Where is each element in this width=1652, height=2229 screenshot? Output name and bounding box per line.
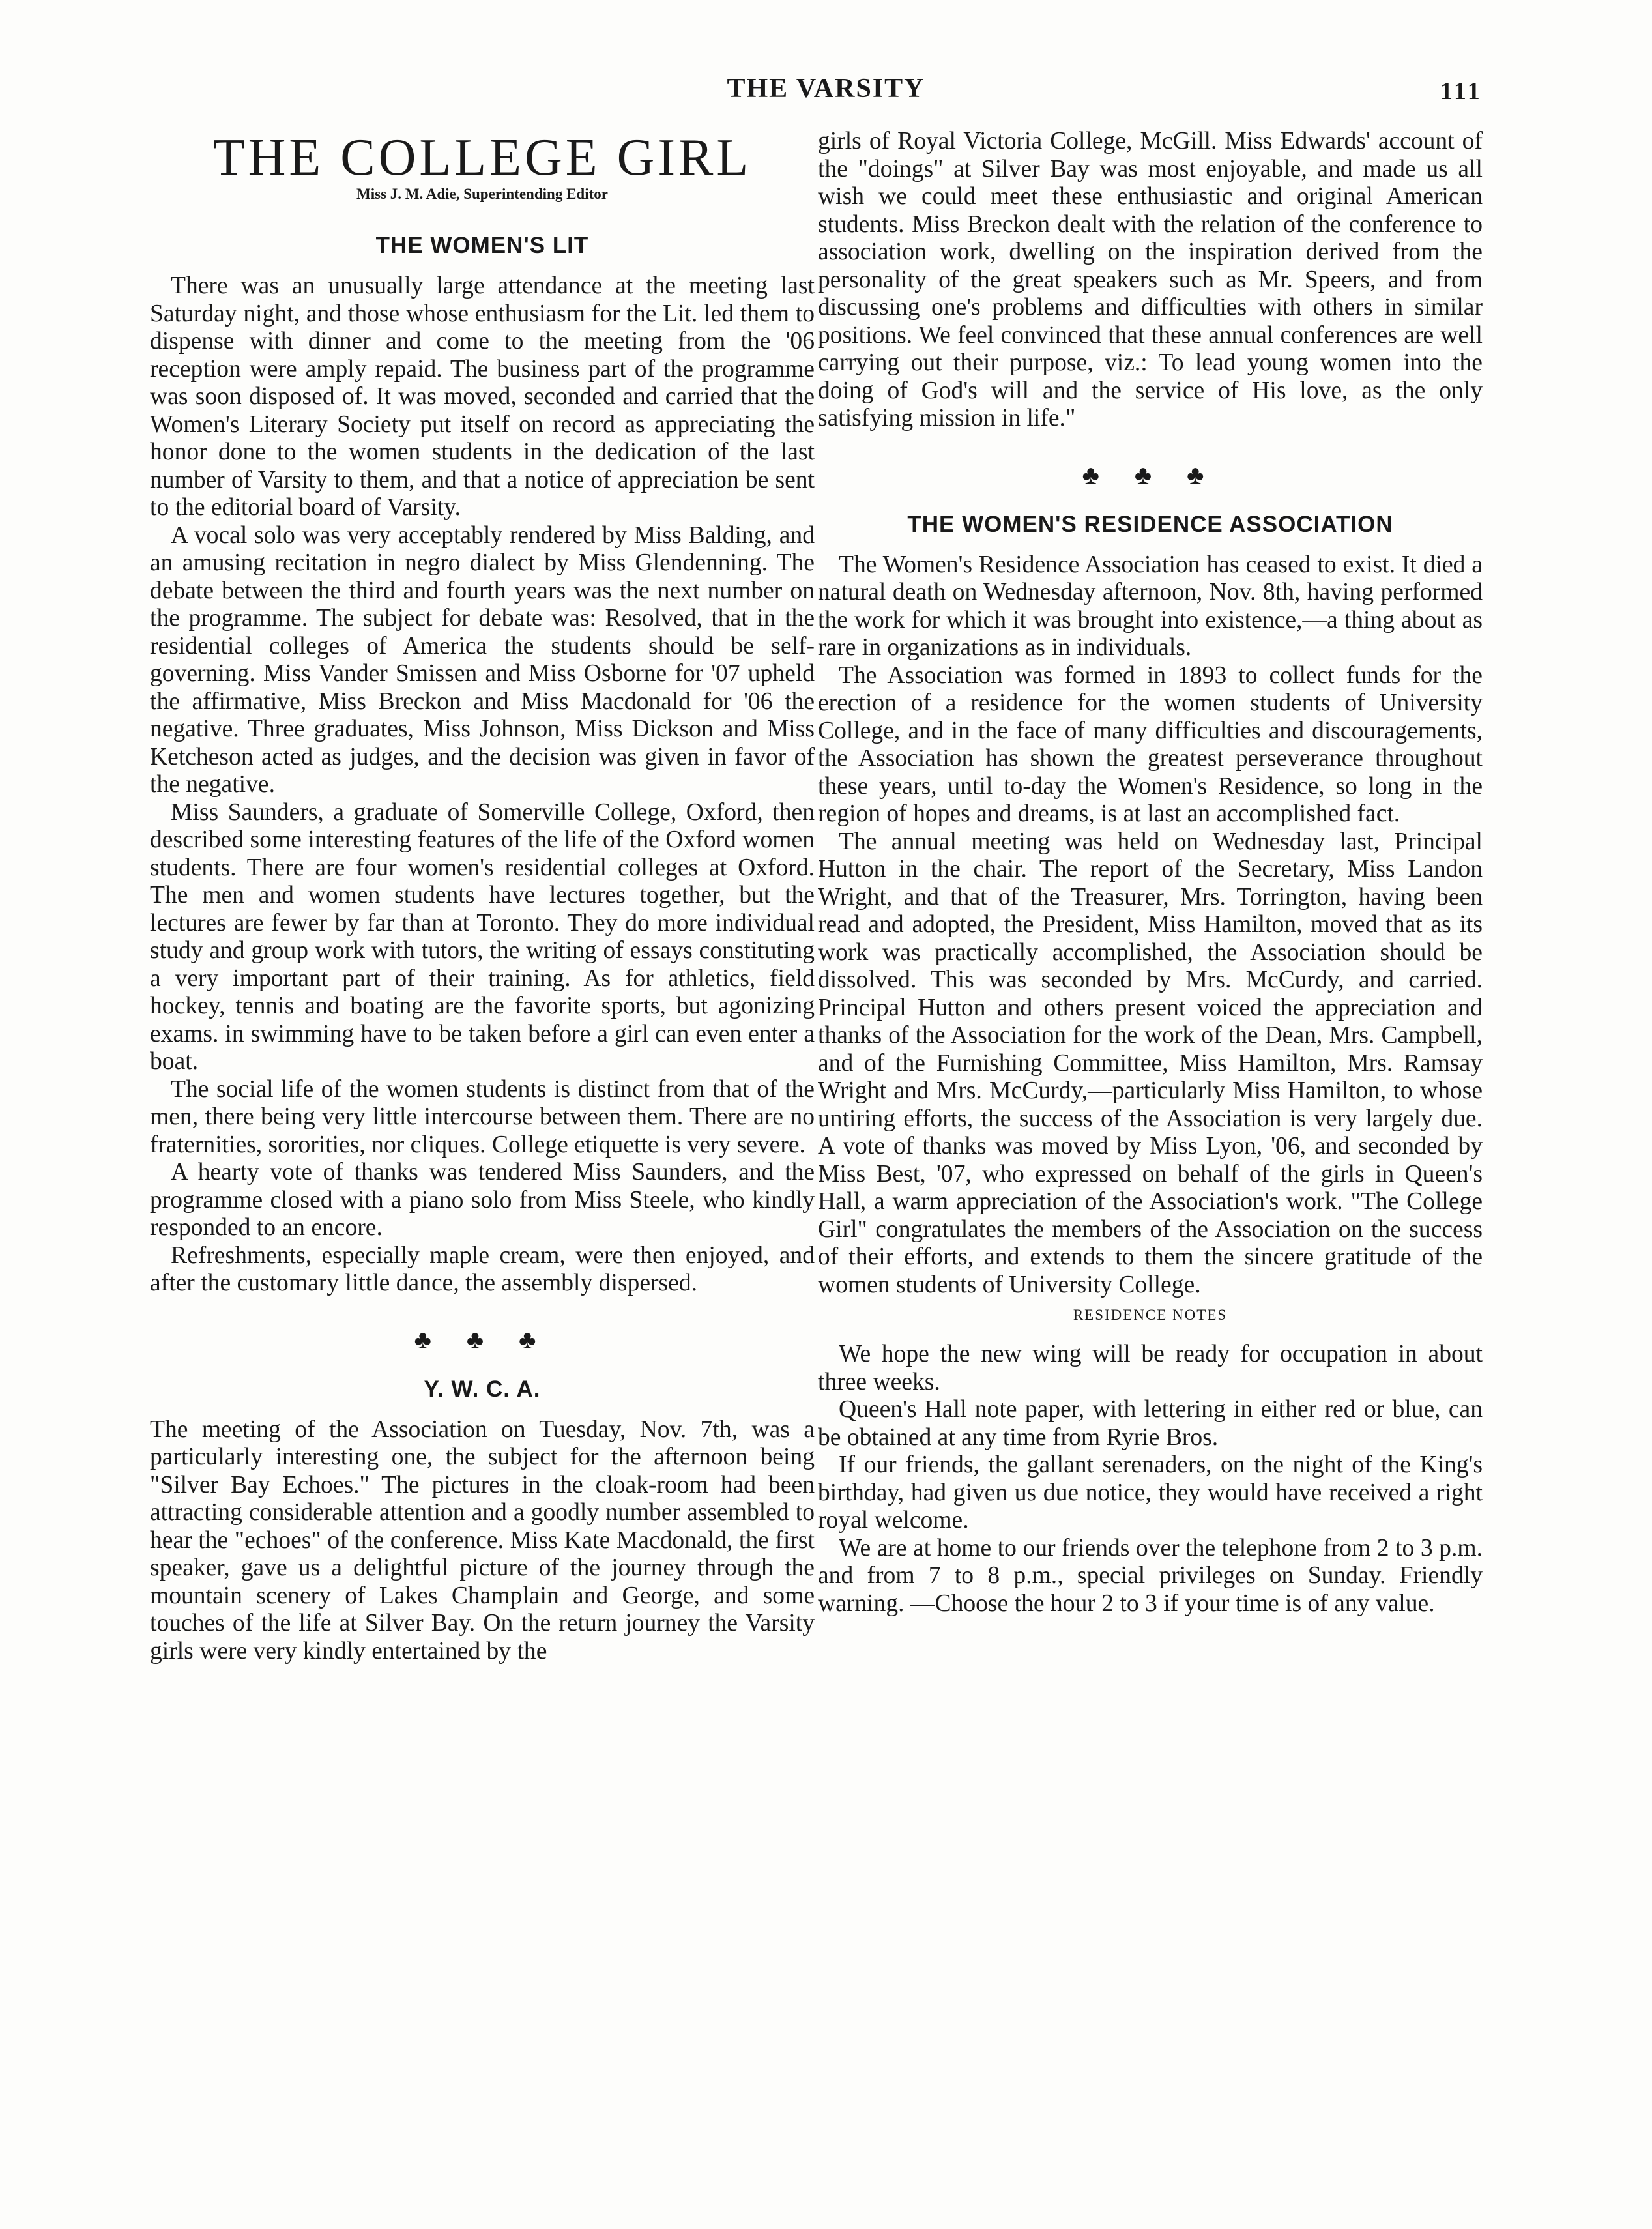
residence-notes-heading: RESIDENCE NOTES — [1073, 1307, 1228, 1323]
editor-credit: Miss J. M. Adie, Superintending Editor — [356, 186, 608, 202]
residence-note: If our friends, the gallant serenaders, on the night of the King's birthday, had given us due notice, they would have received a right royal welcome. — [818, 1451, 1483, 1534]
section-title: THE COLLEGE GIRL — [212, 129, 752, 186]
residence-paragraph: The Association was formed in 1893 to collect funds for the erection of a residence for the women students of University College, and in the face of many difficulties and discouragements, the Association has shown the greatest perseverance throughout these years, until to-day the Women's Residence, so long in the region of hopes and dreams, is at last an accomplished fact. — [818, 662, 1483, 827]
ywca-continuation: girls of Royal Victoria College, McGill. Miss Edwards' account of the "doings" at Silver Bay was most enjoyable, and made us all wish we could meet these enthusiastic and original American students. Miss Breckon dealt with the relation of the conference to association work, dwelling on the inspiration derived from the personality of the great speakers such as Mr. Speers, and from discussing one's problems and difficulties with others in similar positions. We feel convinced that these annual conferences are well carrying out their purpose, viz.: To lead young women into the doing of God's will and the service of His love, as the only satisfying mission in life." — [818, 128, 1483, 431]
ywca-paragraph: The meeting of the Association on Tuesday, Nov. 7th, was a particularly interesting one, the subject for the afternoon being "Silver Bay Echoes." The pictures in the cloak-room had been attracting considerable attention and a goodly number assembled to hear the "echoes" of the conference. Miss Kate Macdonald, the first speaker, gave us a delightful picture of the journey through the mountain scenery of Lakes Champlain and George, and some touches of the life at Silver Bay. On the return journey the Varsity girls were very kindly entertained by the — [150, 1416, 815, 1665]
womens-lit-paragraph: There was an unusually large attendance at the meeting last Saturday night, and those whose enthusiasm for the Lit. led them to dispense with dinner and come to the meeting from the '06 reception were amply repaid. The business part of the programme was soon disposed of. It was moved, seconded and carried that the Women's Literary Society put itself on record as appreciating the honor done to the women students in the dedication of the last number of Varsity to them, and that a notice of appreciation be sent to the editorial board of Varsity. — [150, 272, 815, 521]
ywca-heading: Y. W. C. A. — [424, 1376, 541, 1402]
residence-paragraph: The annual meeting was held on Wednesday last, Principal Hutton in the chair. The report of the Secretary, Miss Landon Wright, and that of the Treasurer, Mrs. Torrington, having been read and adopted, the President, Miss Hamilton, moved that as its work was practically accomplished, the Association should be dissolved. This was seconded by Mrs. McCurdy, and carried. Principal Hutton and others present voiced the appreciation and thanks of the Association for the work of the Dean, Mrs. Campbell, and of the Furnishing Committee, Miss Hamilton, Mrs. Ramsay Wright and Mrs. McCurdy,—particularly Miss Hamilton, to whose untiring efforts, the success of the Association is very largely due. A vote of thanks was moved by Miss Lyon, '06, and seconded by Miss Best, '07, who expressed on behalf of the girls in Queen's Hall, a warm appreciation of the Association's work. "The College Girl" congratulates the members of the Association on the success of their efforts, and extends to them the sincere gratitude of the women students of University College. — [818, 828, 1483, 1298]
left-column — [150, 130, 815, 1665]
club-ornament-icon: ♣ ♣ ♣ — [1082, 459, 1219, 489]
residence-paragraph: The Women's Residence Association has ceased to exist. It died a natural death on Wednesday afternoon, Nov. 8th, having performed the work for which it was brought into existence,—a thing about as rare in organizations as in individuals. — [818, 551, 1483, 661]
residence-association-heading: THE WOMEN'S RESIDENCE ASSOCIATION — [907, 511, 1393, 537]
page-number: 111 — [1440, 78, 1483, 105]
club-ornament-icon: ♣ ♣ ♣ — [414, 1324, 551, 1354]
womens-lit-paragraph: The social life of the women students is distinct from that of the men, there being very little intercourse between them. There are no fraternities, sororities, nor cliques. College etiquette is very severe. — [150, 1075, 815, 1158]
womens-lit-paragraph: A hearty vote of thanks was tendered Miss Saunders, and the programme closed with a piano solo from Miss Steele, who kindly responded to an encore. — [150, 1159, 815, 1241]
residence-note: Queen's Hall note paper, with lettering in either red or blue, can be obtained at any time from Ryrie Bros. — [818, 1396, 1483, 1451]
womens-lit-paragraph: Miss Saunders, a graduate of Somerville College, Oxford, then described some interesting features of the life of the Oxford women students. There are four women's residential colleges at Oxford. The men and women students have lectures together, but the lectures are fewer by far than at Toronto. They do more individual study and group work with tutors, the writing of essays constituting a very important part of their training. As for athletics, field hockey, tennis and boating are the favorite sports, but agonizing exams. in swimming have to be taken before a girl can even enter a boat. — [150, 798, 815, 1075]
womens-lit-paragraph: Refreshments, especially maple cream, were then enjoyed, and after the customary little dance, the assembly dispersed. — [150, 1242, 815, 1296]
womens-lit-paragraph: A vocal solo was very acceptably rendered by Miss Balding, and an amusing recitation in negro dialect by Miss Glendenning. The debate between the third and fourth years was the next number on the programme. The subject for debate was: Resolved, that in the residential colleges of America the students should be self-governing. Miss Vander Smissen and Miss Osborne for '07 upheld the affirmative, Miss Breckon and Miss Macdonald for '06 the negative. Three graduates, Miss Johnson, Miss Dickson and Miss Ketcheson acted as judges, and the decision was given in favor of the negative. — [150, 521, 815, 798]
residence-note: We are at home to our friends over the telephone from 2 to 3 p.m. and from 7 to 8 p.m., special privileges on Sunday. Friendly warning. —Choose the hour 2 to 3 if your time is of any value. — [818, 1534, 1483, 1617]
womens-lit-heading: THE WOMEN'S LIT — [375, 233, 589, 258]
right-column — [818, 128, 1483, 1618]
running-head: THE VARSITY — [727, 74, 925, 104]
residence-note: We hope the new wing will be ready for occupation in about three weeks. — [818, 1341, 1483, 1395]
